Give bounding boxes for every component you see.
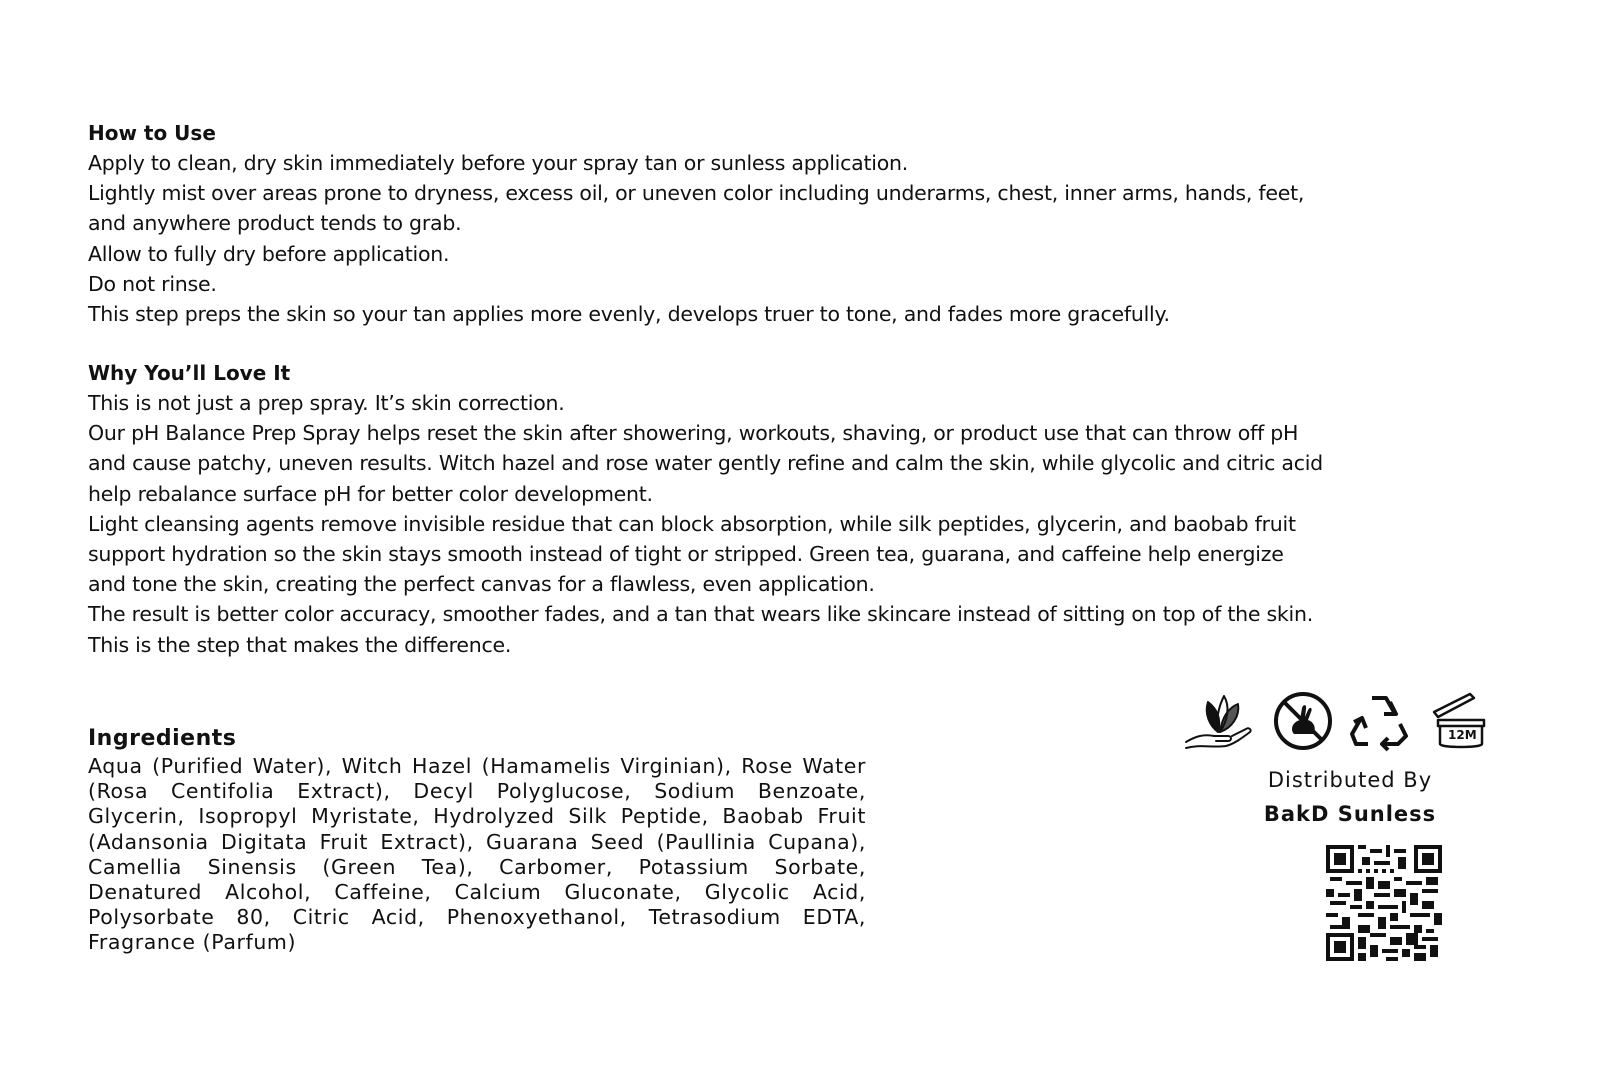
- why-love-line: The result is better color accuracy, smoother fades, and a tan that wears like skincare instead of sitting on top of the skin.: [88, 602, 1313, 627]
- why-love-line: Our pH Balance Prep Spray helps reset the skin after showering, workouts, shaving, or product use that can throw off pH: [88, 421, 1299, 446]
- how-to-use-line: Allow to fully dry before application.: [88, 241, 450, 266]
- why-love-line: Light cleansing agents remove invisible residue that can block absorption, while silk peptides, glycerin, and baobab fruit: [88, 511, 1296, 536]
- cruelty-free-rabbit-icon: [1272, 690, 1334, 752]
- qr-code: [1326, 845, 1442, 961]
- how-to-use-line: Apply to clean, dry skin immediately before your spray tan or sunless application.: [88, 151, 908, 175]
- how-to-use-line: Do not rinse.: [88, 271, 217, 296]
- period-after-opening-jar-icon: [1430, 690, 1492, 752]
- ingredients-section: [88, 724, 866, 956]
- why-love-title: Why You’ll Love It: [88, 361, 291, 385]
- ingredients-list: Aqua (Purified Water), Witch Hazel (Hamamelis Virginian), Rose Water (Rosa Centifolia Extract), Decyl Polyglucose, Sodium Benzoate, Glycerin, Isopropyl Myristate, Hydrolyzed Silk Peptide, Baobab Fruit (Adansonia Digitata Fruit Extract), Guarana Seed (Paullinia Cupana), Camellia Sinensis (Green Tea), Carbomer, Potassium Sorbate, Denatured Alcohol, Caffeine, Calcium Gluconate, Glycolic Acid, Polysorbate 80, Citric Acid, Phenoxyethanol, Tetrasodium EDTA, Fragrance (Parfum): [88, 754, 866, 955]
- ingredients-title: Ingredients: [88, 726, 237, 751]
- certification-icons: [1200, 690, 1520, 760]
- recycle-icon: [1348, 690, 1410, 752]
- how-to-use-section: [88, 118, 1304, 329]
- how-to-use-title: How to Use: [88, 121, 216, 145]
- why-love-section: [88, 358, 1323, 660]
- pao-label: 12M: [1448, 728, 1477, 742]
- distributor-panel: [1200, 690, 1520, 980]
- how-to-use-line: Lightly mist over areas prone to dryness, excess oil, or uneven color including underarms, chest, inner arms, hands, feet,: [88, 181, 1305, 206]
- why-love-line: This is the step that makes the difference.: [88, 632, 512, 657]
- how-to-use-line: and anywhere product tends to grab.: [88, 211, 462, 236]
- why-love-line: and cause patchy, uneven results. Witch hazel and rose water gently refine and calm the skin, while glycolic and citric acid: [88, 451, 1323, 476]
- why-love-line: This is not just a prep spray. It’s skin correction.: [88, 391, 565, 415]
- why-love-line: and tone the skin, creating the perfect canvas for a flawless, even application.: [88, 572, 875, 597]
- how-to-use-line: This step preps the skin so your tan applies more evenly, develops truer to tone, and fades more gracefully.: [88, 302, 1170, 327]
- natural-leaf-hand-icon: [1182, 690, 1254, 752]
- distributed-by-label: Distributed By: [1267, 768, 1433, 792]
- distributor-brand: BakD Sunless: [1263, 802, 1437, 826]
- why-love-line: help rebalance surface pH for better color development.: [88, 481, 653, 506]
- why-love-line: support hydration so the skin stays smooth instead of tight or stripped. Green tea, guarana, and caffeine help energize: [88, 542, 1284, 567]
